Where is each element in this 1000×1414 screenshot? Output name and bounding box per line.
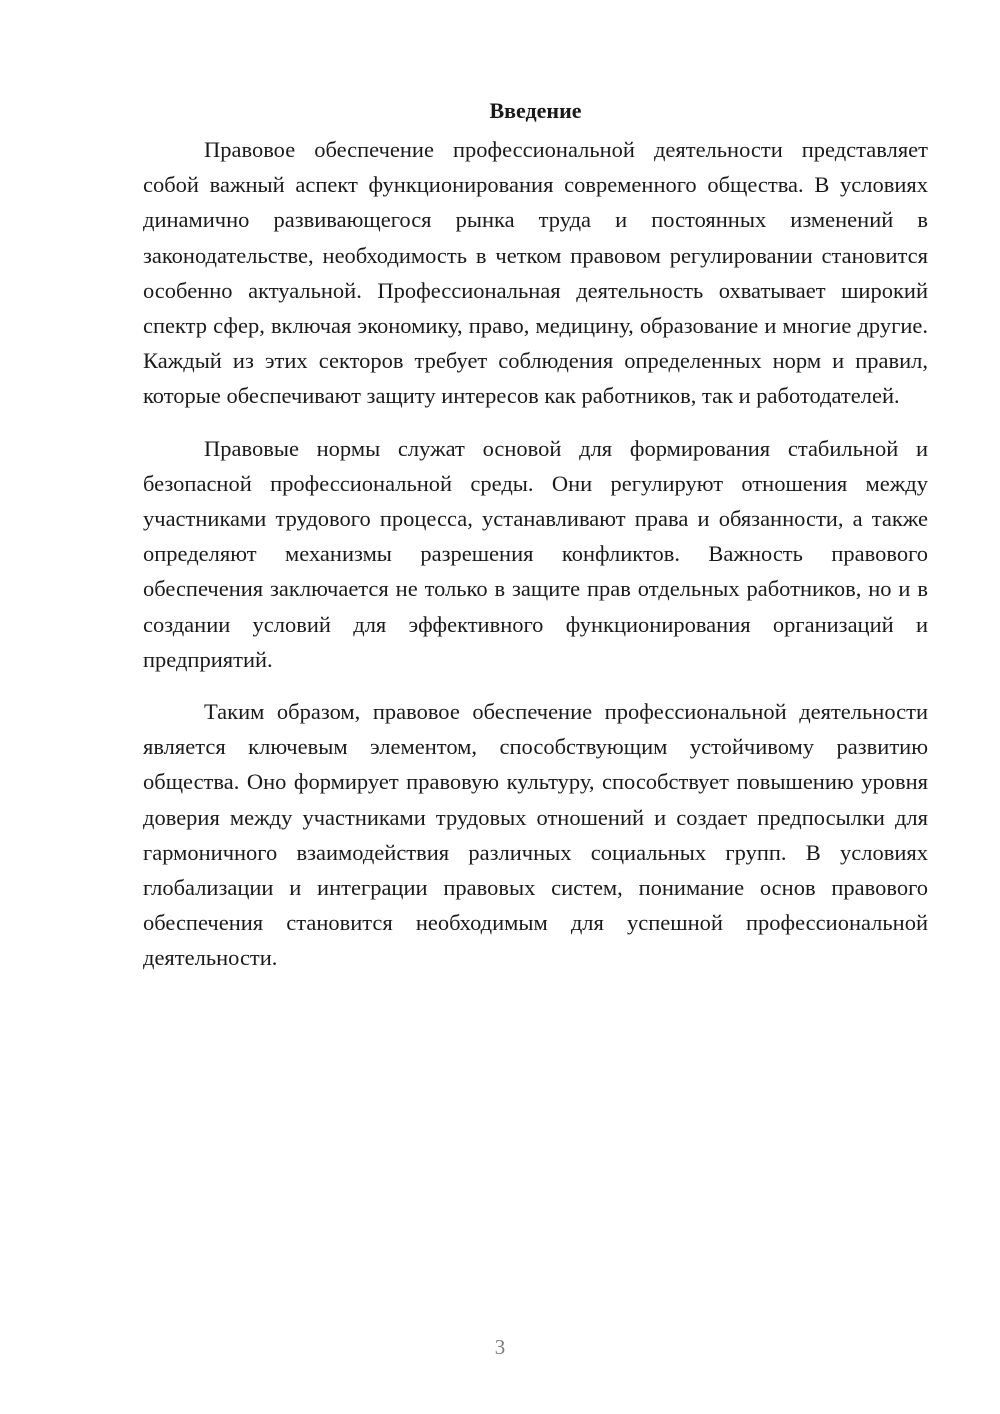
page-content	[143, 96, 928, 976]
page-title: Введение	[489, 98, 582, 123]
paragraph-1: Правовое обеспечение профессиональной деятельности представляет собой важный аспект функционирования современного общества. В условиях динамично развивающегося рынка труда и постоянных изменений в законодательстве, необходимость в четком правовом регулировании становится особенно актуальной. Профессиональная деятельность охватывает широкий спектр сфер, включая экономику, право, медицину, образование и многие другие. Каждый из этих секторов требует соблюдения определенных норм и правил, которые обеспечивают защиту интересов как работников, так и работодателей.	[143, 137, 928, 409]
paragraph-3: Таким образом, правовое обеспечение профессиональной деятельности является ключевым элементом, способствующим устойчивому развитию общества. Оно формирует правовую культуру, способствует повышению уровня доверия между участниками трудовых отношений и создает предпосылки для гармоничного взаимодействия различных социальных групп. В условиях глобализации и интеграции правовых систем, понимание основ правового обеспечения становится необходимым для успешной профессиональной деятельности.	[143, 699, 928, 971]
page-number: 3	[494, 1335, 506, 1359]
paragraph-2: Правовые нормы служат основой для формирования стабильной и безопасной профессиональной среды. Они регулируют отношения между участниками трудового процесса, устанавливают права и обязанности, а также определяют механизмы разрешения конфликтов. Важность правового обеспечения заключается не только в защите прав отдельных работников, но и в создании условий для эффективного функционирования организаций и предприятий.	[143, 435, 928, 672]
